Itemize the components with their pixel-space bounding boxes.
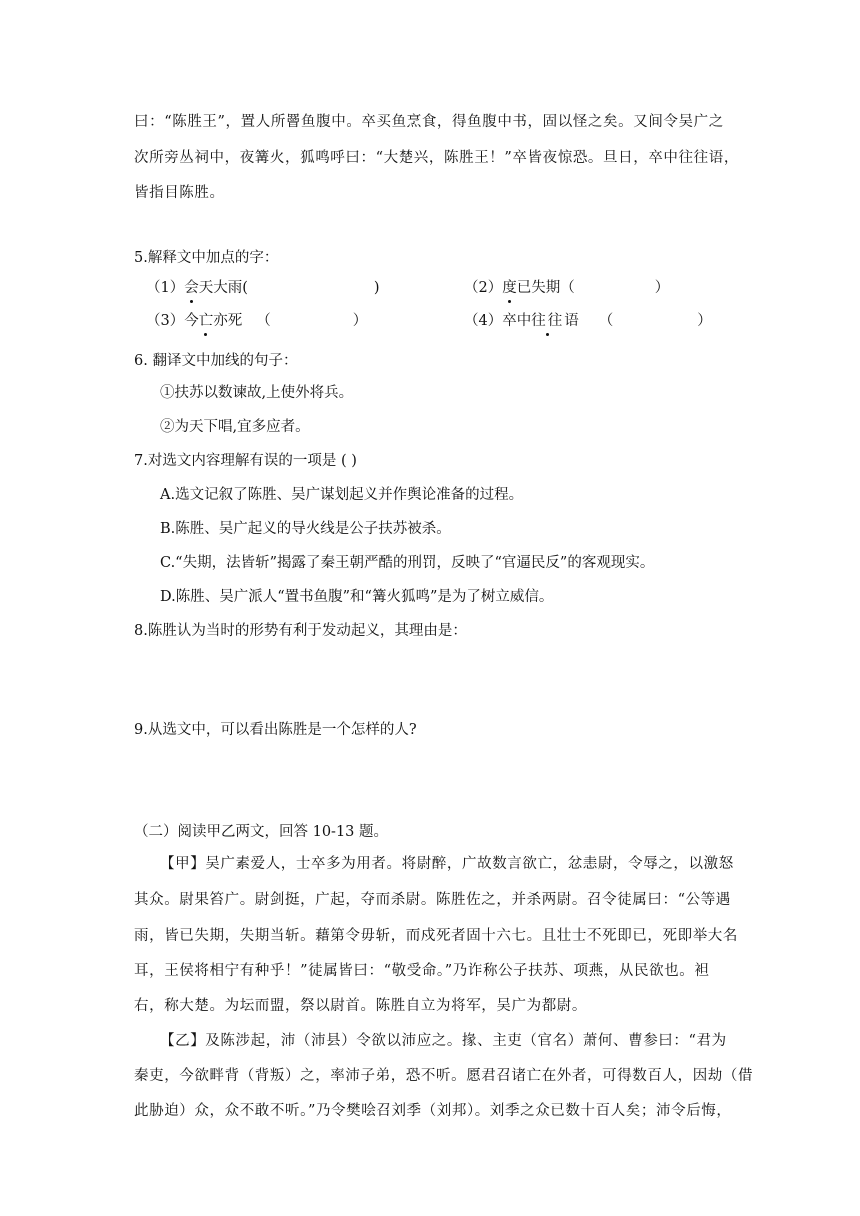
- q5-item-4: [464, 311, 712, 331]
- question-5-stem: 5.解释文中加点的字：: [134, 250, 279, 266]
- item-text: 今: [184, 313, 199, 329]
- passage-jia-line: 右，称大楚。为坛而盟，祭以尉首。陈胜自立为将军，吴广为都尉。: [134, 998, 587, 1014]
- q7-option-d[interactable]: D.陈胜、吴广派人“置书鱼腹”和“篝火狐鸣”是为了树立威信。: [160, 589, 554, 605]
- answer-open: （: [598, 313, 614, 329]
- dotted-char: 度: [502, 280, 517, 296]
- passage-yi-line: 此胁迫）众，众不敢不听。”乃令樊哙召刘季（刘邦）。刘季之众已数十百人矣；沛令后悔，: [134, 1103, 732, 1119]
- q8-answer-area[interactable]: [134, 646, 734, 712]
- dotted-char: 往往: [531, 313, 565, 329]
- answer-close: ): [373, 280, 380, 296]
- passage-jia-line: 雨，皆已失期，失期当斩。藉第令毋斩，而戍死者固十六七。且壮士不死即已，死即举大名: [134, 928, 738, 944]
- passage-jia-line: 耳，王侯将相宁有种乎！”徒属皆曰：“敬受命。”乃诈称公子扶苏、项燕，从民欲也。袒: [134, 963, 710, 979]
- q5-item-2: [464, 278, 669, 298]
- answer-close: ）: [352, 313, 368, 329]
- q5-item-1: [146, 278, 380, 298]
- q9-answer-area[interactable]: [134, 746, 734, 816]
- answer-close: ）: [697, 313, 712, 329]
- answer-close: ）: [654, 280, 670, 296]
- passage-jia-line: 其众。尉果笞广。尉剑挺，广起，夺而杀尉。陈胜佐之，并杀两尉。召令徒属曰：“公等遇: [134, 892, 731, 908]
- answer-open: （: [256, 313, 271, 329]
- q5-item-3: [146, 311, 367, 331]
- item-number: （4）: [464, 313, 503, 329]
- item-number: （3）: [146, 313, 185, 329]
- passage-line: 次所旁丛祠中，夜篝火，狐鸣呼曰：“大楚兴，陈胜王！”卒皆夜惊恐。旦日，卒中往往语，: [134, 150, 739, 166]
- item-number: （2）: [464, 280, 503, 296]
- q7-option-b[interactable]: B.陈胜、吴广起义的导火线是公子扶苏被杀。: [160, 521, 451, 537]
- item-number: （1）: [146, 280, 185, 296]
- item-text: 亦死: [213, 313, 243, 329]
- item-text: 卒中: [502, 313, 532, 329]
- passage-line: 皆指目陈胜。: [134, 185, 225, 201]
- q6-sentence-2: ②为天下唱,宜多应者。: [160, 419, 310, 435]
- answer-open: （: [560, 280, 575, 296]
- q6-sentence-1: ①扶苏以数谏故,上使外将兵。: [160, 385, 354, 401]
- item-text: 语: [564, 313, 579, 329]
- q7-option-a[interactable]: A.选文记叙了陈胜、吴广谋划起义并作舆论准备的过程。: [160, 487, 524, 503]
- item-text: 已失期: [516, 280, 561, 296]
- q7-option-c[interactable]: C.“失期，法皆斩”揭露了秦王朝严酷的刑罚，反映了“官逼民反”的客观现实。: [160, 555, 655, 571]
- dotted-char: 亡: [198, 313, 214, 329]
- answer-open: (: [242, 280, 248, 296]
- question-6-stem: 6. 翻译文中加线的句子：: [134, 353, 298, 369]
- question-8-stem: 8.陈胜认为当时的形势有利于发动起义，其理由是：: [134, 623, 467, 639]
- passage-jia-line: 【甲】吴广素爱人，士卒多为用者。将尉醉，广故数言欲亡，忿恚尉，令辱之，以激怒: [160, 856, 734, 872]
- passage-yi-line: 【乙】及陈涉起，沛（沛县）令欲以沛应之。掾、主吏（官名）萧何、曹参曰：“君为: [160, 1033, 727, 1049]
- question-7-stem: 7.对选文内容理解有误的一项是 ( ): [134, 453, 357, 469]
- passage-yi-line: 秦吏，今欲畔背（背叛）之，率沛子弟，恐不听。愿君召诸亡在外者，可得数百人，因劫（借: [134, 1068, 754, 1084]
- item-text: 天大雨: [198, 280, 243, 296]
- passage-line: 曰：“陈胜王”，置人所罾鱼腹中。卒买鱼烹食，得鱼腹中书，固以怪之矣。又间令吴广之: [134, 114, 724, 130]
- dotted-char: 会: [184, 280, 199, 296]
- question-9-stem: 9.从选文中，可以看出陈胜是一个怎样的人?: [134, 722, 417, 738]
- section-2-heading: （二）阅读甲乙两文，回答 10-13 题。: [134, 824, 389, 840]
